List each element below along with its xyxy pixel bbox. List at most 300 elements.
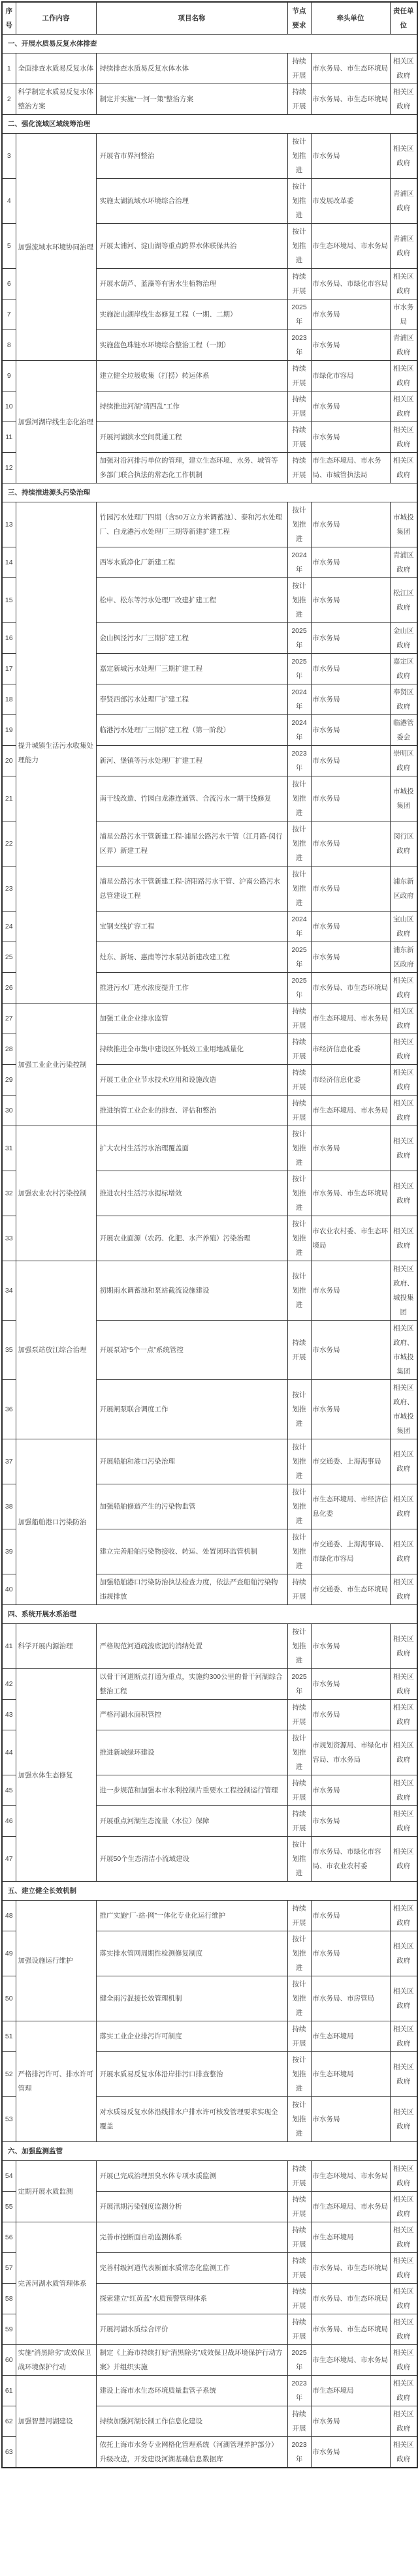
cell-lead-unit: 市生态环境局、市水务局 bbox=[311, 2192, 390, 2222]
cell-work-content: 定期开展水质监测 bbox=[16, 2161, 96, 2222]
cell-lead-unit: 市生态环境局、市水务局 bbox=[311, 2345, 390, 2376]
cell-responsible-unit: 宝山区政府 bbox=[390, 912, 417, 942]
cell-node-requirement: 2025年 bbox=[287, 1669, 311, 1700]
cell-lead-unit: 市水务局 bbox=[311, 821, 390, 866]
cell-seq-number: 59 bbox=[2, 2314, 16, 2345]
cell-responsible-unit: 青浦区政府 bbox=[390, 179, 417, 224]
cell-node-requirement: 2025年 bbox=[287, 2345, 311, 2376]
cell-node-requirement: 2023年 bbox=[287, 746, 311, 776]
cell-lead-unit: 市生态环境局、市水务局、市城管执法局 bbox=[311, 453, 390, 483]
cell-work-content: 加强农业农村污染控制 bbox=[16, 1126, 96, 1261]
cell-lead-unit: 市水务局 bbox=[311, 2097, 390, 2142]
cell-node-requirement: 持续开展 bbox=[287, 54, 311, 84]
cell-node-requirement: 按计划推进 bbox=[287, 821, 311, 866]
cell-project-name: 开展水质易反复水体沿岸排污口排查整治 bbox=[96, 2052, 287, 2097]
cell-lead-unit: 市水务局 bbox=[311, 391, 390, 422]
cell-lead-unit: 市生态环境局、市水务局 bbox=[311, 1096, 390, 1126]
cell-seq-number: 46 bbox=[2, 1806, 16, 1837]
cell-lead-unit: 市水务局 bbox=[311, 1624, 390, 1669]
cell-responsible-unit: 闵行区政府 bbox=[390, 821, 417, 866]
cell-responsible-unit: 相关区政府 bbox=[390, 391, 417, 422]
cell-project-name: 制定《上海市持续打好“消黑除劣”成效保卫战环境保护行动方案》并组织实施 bbox=[96, 2345, 287, 2376]
cell-seq-number: 40 bbox=[2, 1574, 16, 1605]
cell-project-name: 开展50个生态清洁小流域建设 bbox=[96, 1837, 287, 1882]
cell-project-name: 开展河湖水质综合评价 bbox=[96, 2314, 287, 2345]
cell-seq-number: 22 bbox=[2, 821, 16, 866]
table-row bbox=[2, 1624, 417, 1669]
cell-node-requirement: 按计划推进 bbox=[287, 1529, 311, 1574]
cell-seq-number: 43 bbox=[2, 1700, 16, 1730]
cell-node-requirement: 持续开展 bbox=[287, 2314, 311, 2345]
cell-lead-unit: 市生态环境局 bbox=[311, 2376, 390, 2406]
cell-lead-unit: 市生态环境局、市经济信息化委 bbox=[311, 1484, 390, 1529]
cell-node-requirement: 持续开展 bbox=[287, 1321, 311, 1380]
cell-node-requirement: 按计划推进 bbox=[287, 179, 311, 224]
cell-responsible-unit: 相关区政府 bbox=[390, 1624, 417, 1669]
section-title: 一、开展水质易反复水体排查 bbox=[2, 35, 417, 54]
cell-seq-number: 21 bbox=[2, 776, 16, 821]
cell-lead-unit: 市水务局 bbox=[311, 1931, 390, 1976]
cell-lead-unit: 市交通委、市生态环境局 bbox=[311, 1574, 390, 1605]
cell-node-requirement: 持续开展 bbox=[287, 1775, 311, 1806]
cell-project-name: 浦星公路污水干管新建工程-浦星公路污水干管（江月路-闵行区界）新建工程 bbox=[96, 821, 287, 866]
cell-responsible-unit: 相关区政府 bbox=[390, 1216, 417, 1261]
cell-project-name: 进一步规范和加强本市水利控制片重要水工程控制运行管理 bbox=[96, 1775, 287, 1806]
cell-work-content: 加强智慧河湖建设 bbox=[16, 2376, 96, 2468]
cell-project-name: 加强船舶港口污染防治执法检查力度，依法严查船舶污染物违规排放 bbox=[96, 1574, 287, 1605]
cell-lead-unit: 市水务局、市房管局 bbox=[311, 1976, 390, 2021]
cell-node-requirement: 按计划推进 bbox=[287, 866, 311, 912]
header-row bbox=[2, 2, 417, 35]
cell-responsible-unit: 相关区政府 bbox=[390, 1806, 417, 1837]
cell-node-requirement: 持续开展 bbox=[287, 1065, 311, 1096]
cell-project-name: 实施淀山湖岸线生态修复工程（一期、二期） bbox=[96, 299, 287, 330]
cell-lead-unit: 市水务局 bbox=[311, 715, 390, 746]
cell-seq-number: 31 bbox=[2, 1126, 16, 1171]
cell-responsible-unit: 青浦区政府 bbox=[390, 330, 417, 361]
cell-responsible-unit: 崇明区政府 bbox=[390, 746, 417, 776]
table-row bbox=[2, 1004, 417, 1034]
cell-responsible-unit: 相关区政府 bbox=[390, 2097, 417, 2142]
cell-project-name: 宝钢支线扩容工程 bbox=[96, 912, 287, 942]
table-row bbox=[2, 361, 417, 391]
table-row bbox=[2, 1669, 417, 1700]
cell-lead-unit: 市生态环境局、市水务局 bbox=[311, 2161, 390, 2192]
section-title: 三、持续推进源头污染治理 bbox=[2, 483, 417, 502]
cell-project-name: 开展太浦河、淀山湖等重点跨界水体联保共治 bbox=[96, 224, 287, 269]
cell-lead-unit: 市经济信息化委 bbox=[311, 1034, 390, 1065]
cell-project-name: 竹园污水处理厂四期（含50万立方米调蓄池）、泰和污水处理厂、白龙港污水处理厂三期等新建扩建工程 bbox=[96, 502, 287, 547]
section-row bbox=[2, 35, 417, 54]
section-title: 六、加强监测监管 bbox=[2, 2142, 417, 2161]
cell-work-content: 加强船舶港口污染防治 bbox=[16, 1439, 96, 1605]
cell-responsible-unit: 相关区政府 bbox=[390, 1931, 417, 1976]
cell-node-requirement: 2024年 bbox=[287, 547, 311, 578]
cell-project-name: 开展重点河湖生态流量（水位）保障 bbox=[96, 1806, 287, 1837]
cell-seq-number: 47 bbox=[2, 1837, 16, 1882]
cell-node-requirement: 持续开展 bbox=[287, 1806, 311, 1837]
cell-project-name: 健全雨污混接长效管理机制 bbox=[96, 1976, 287, 2021]
cell-project-name: 嘉定新城污水处理厂三期扩建工程 bbox=[96, 654, 287, 684]
cell-responsible-unit: 相关区政府 bbox=[390, 2222, 417, 2253]
cell-seq-number: 27 bbox=[2, 1004, 16, 1034]
cell-responsible-unit: 相关区政府 bbox=[390, 2345, 417, 2376]
cell-lead-unit: 市水务局 bbox=[311, 1669, 390, 1700]
cell-project-name: 制定并实施“一河一策”整治方案 bbox=[96, 84, 287, 115]
cell-lead-unit: 市水务局、市生态环境局 bbox=[311, 54, 390, 84]
cell-seq-number: 62 bbox=[2, 2406, 16, 2437]
cell-project-name: 严格河湖水面积管控 bbox=[96, 1700, 287, 1730]
header-work-content: 工作内容 bbox=[16, 2, 96, 35]
table-body bbox=[2, 35, 417, 2468]
cell-responsible-unit: 市城投集团 bbox=[390, 776, 417, 821]
cell-seq-number: 58 bbox=[2, 2284, 16, 2314]
header-responsible-unit: 责任单位 bbox=[390, 2, 417, 35]
cell-project-name: 开展泵站“5个一点”系统管控 bbox=[96, 1321, 287, 1380]
cell-node-requirement: 持续开展 bbox=[287, 2021, 311, 2052]
cell-seq-number: 35 bbox=[2, 1321, 16, 1380]
cell-project-name: 建设上海市水生态环境质量监管子系统 bbox=[96, 2376, 287, 2406]
table-row bbox=[2, 54, 417, 84]
cell-responsible-unit: 临港管委会 bbox=[390, 715, 417, 746]
cell-work-content: 加强水体生态修复 bbox=[16, 1669, 96, 1882]
cell-work-content: 实施“消黑除劣”成效保卫战环境保护行动 bbox=[16, 2345, 96, 2376]
cell-node-requirement: 按计划推进 bbox=[287, 1624, 311, 1669]
cell-lead-unit: 市水务局 bbox=[311, 299, 390, 330]
section-row bbox=[2, 483, 417, 502]
cell-node-requirement: 持续开展 bbox=[287, 2284, 311, 2314]
cell-project-name: 临港污水处理厂三期扩建工程（第一阶段） bbox=[96, 715, 287, 746]
cell-seq-number: 20 bbox=[2, 746, 16, 776]
cell-node-requirement: 2024年 bbox=[287, 715, 311, 746]
cell-node-requirement: 持续开展 bbox=[287, 2161, 311, 2192]
table-row bbox=[2, 2345, 417, 2376]
cell-seq-number: 29 bbox=[2, 1065, 16, 1096]
cell-seq-number: 36 bbox=[2, 1380, 16, 1439]
cell-seq-number: 44 bbox=[2, 1730, 16, 1775]
cell-lead-unit: 市水务局 bbox=[311, 330, 390, 361]
cell-responsible-unit: 相关区政府 bbox=[390, 1529, 417, 1574]
cell-project-name: 持续加强河湖长制工作信息化建设 bbox=[96, 2406, 287, 2437]
cell-node-requirement: 持续开展 bbox=[287, 1034, 311, 1065]
cell-seq-number: 60 bbox=[2, 2345, 16, 2376]
cell-work-content: 全面排查水质易反复水体 bbox=[16, 54, 96, 84]
cell-lead-unit: 市水务局 bbox=[311, 502, 390, 547]
cell-work-content: 科学开展内源治理 bbox=[16, 1624, 96, 1669]
cell-node-requirement: 持续开展 bbox=[287, 422, 311, 453]
cell-seq-number: 49 bbox=[2, 1931, 16, 1976]
cell-responsible-unit: 相关区政府 bbox=[390, 1976, 417, 2021]
cell-responsible-unit: 相关区政府 bbox=[390, 2284, 417, 2314]
cell-responsible-unit: 相关区政府 bbox=[390, 1034, 417, 1065]
cell-responsible-unit: 浦东新区政府 bbox=[390, 942, 417, 973]
cell-lead-unit: 市水务局 bbox=[311, 1775, 390, 1806]
cell-seq-number: 28 bbox=[2, 1034, 16, 1065]
cell-node-requirement: 持续开展 bbox=[287, 1901, 311, 1931]
cell-lead-unit: 市水务局 bbox=[311, 2437, 390, 2468]
cell-seq-number: 37 bbox=[2, 1439, 16, 1484]
cell-lead-unit: 市生态环境局 bbox=[311, 2222, 390, 2253]
cell-lead-unit: 市水务局、市生态环境局 bbox=[311, 973, 390, 1004]
cell-project-name: 西岑水质净化厂新建工程 bbox=[96, 547, 287, 578]
cell-seq-number: 11 bbox=[2, 422, 16, 453]
cell-project-name: 开展农业面源（农药、化肥、水产养殖）污染治理 bbox=[96, 1216, 287, 1261]
cell-project-name: 金山枫泾污水厂三期扩建工程 bbox=[96, 623, 287, 654]
cell-node-requirement: 按计划推进 bbox=[287, 776, 311, 821]
cell-project-name: 新河、堡镇等污水处理厂扩建工程 bbox=[96, 746, 287, 776]
cell-work-content: 加强设施运行维护 bbox=[16, 1901, 96, 2021]
cell-project-name: 建立健全垃圾收集（打捞）转运体系 bbox=[96, 361, 287, 391]
cell-lead-unit: 市水务局 bbox=[311, 1700, 390, 1730]
cell-node-requirement: 按计划推进 bbox=[287, 224, 311, 269]
cell-project-name: 开展省市界河整治 bbox=[96, 134, 287, 179]
cell-seq-number: 39 bbox=[2, 1529, 16, 1574]
cell-seq-number: 55 bbox=[2, 2192, 16, 2222]
cell-responsible-unit: 嘉定区政府 bbox=[390, 654, 417, 684]
cell-seq-number: 17 bbox=[2, 654, 16, 684]
cell-node-requirement: 持续开展 bbox=[287, 2192, 311, 2222]
cell-lead-unit: 市水务局 bbox=[311, 2406, 390, 2437]
cell-seq-number: 57 bbox=[2, 2253, 16, 2284]
cell-node-requirement: 持续开展 bbox=[287, 2253, 311, 2284]
cell-responsible-unit: 相关区政府、市城投集团 bbox=[390, 1321, 417, 1380]
cell-node-requirement: 持续开展 bbox=[287, 453, 311, 483]
cell-project-name: 持续排查水质易反复水体水体 bbox=[96, 54, 287, 84]
cell-node-requirement: 按计划推进 bbox=[287, 2097, 311, 2142]
header-lead-unit: 牵头单位 bbox=[311, 2, 390, 35]
cell-lead-unit: 市生态环境局 bbox=[311, 2052, 390, 2097]
section-row bbox=[2, 1605, 417, 1624]
section-title: 五、建立健全长效机制 bbox=[2, 1882, 417, 1901]
cell-lead-unit: 市生态环境局、市水务局 bbox=[311, 1004, 390, 1034]
cell-lead-unit: 市水务局 bbox=[311, 623, 390, 654]
cell-node-requirement: 持续开展 bbox=[287, 2222, 311, 2253]
cell-responsible-unit: 相关区政府 bbox=[390, 2161, 417, 2192]
cell-node-requirement: 2025年 bbox=[287, 654, 311, 684]
cell-seq-number: 25 bbox=[2, 942, 16, 973]
cell-node-requirement: 2023年 bbox=[287, 330, 311, 361]
cell-project-name: 落实排水管网周期性检测修复制度 bbox=[96, 1931, 287, 1976]
cell-responsible-unit: 相关区政府 bbox=[390, 1004, 417, 1034]
cell-project-name: 严格规范河道疏浚底泥的消纳处置 bbox=[96, 1624, 287, 1669]
cell-responsible-unit: 相关区政府 bbox=[390, 1171, 417, 1216]
cell-work-content: 加强流域水环境协同治理 bbox=[16, 134, 96, 361]
cell-project-name: 建立完善船舶污染物接收、转运、处置闭环监管机制 bbox=[96, 1529, 287, 1574]
cell-project-name: 开展汛期污染强度监测分析 bbox=[96, 2192, 287, 2222]
cell-responsible-unit: 相关区政府、市城投集团 bbox=[390, 1380, 417, 1439]
cell-lead-unit: 市交通委、上海海事局 bbox=[311, 1439, 390, 1484]
cell-project-name: 探索建立“红黄蓝”水质预警管理体系 bbox=[96, 2284, 287, 2314]
cell-seq-number: 50 bbox=[2, 1976, 16, 2021]
cell-responsible-unit: 相关区政府 bbox=[390, 1700, 417, 1730]
cell-responsible-unit: 金山区政府 bbox=[390, 623, 417, 654]
cell-lead-unit: 市水务局、市绿化市容局 bbox=[311, 269, 390, 299]
cell-node-requirement: 持续开展 bbox=[287, 1700, 311, 1730]
cell-responsible-unit: 相关区政府 bbox=[390, 2376, 417, 2406]
table-row bbox=[2, 2161, 417, 2192]
cell-responsible-unit: 相关区政府 bbox=[390, 2314, 417, 2345]
cell-responsible-unit: 相关区政府 bbox=[390, 2192, 417, 2222]
cell-project-name: 开展工业企业节水技术应用和设施改造 bbox=[96, 1065, 287, 1096]
cell-responsible-unit: 相关区政府 bbox=[390, 1065, 417, 1096]
cell-node-requirement: 按计划推进 bbox=[287, 1976, 311, 2021]
cell-responsible-unit: 相关区政府 bbox=[390, 84, 417, 115]
cell-responsible-unit: 相关区政府 bbox=[390, 973, 417, 1004]
cell-responsible-unit: 相关区政府 bbox=[390, 2253, 417, 2284]
cell-work-content: 科学制定水质易反复水体整治方案 bbox=[16, 84, 96, 115]
cell-lead-unit: 市水务局 bbox=[311, 776, 390, 821]
table-row bbox=[2, 134, 417, 179]
cell-node-requirement: 按计划推进 bbox=[287, 1484, 311, 1529]
cell-project-name: 推进污水厂进水浓度提升工作 bbox=[96, 973, 287, 1004]
cell-project-name: 推进新城绿环建设 bbox=[96, 1730, 287, 1775]
cell-responsible-unit: 相关区政府 bbox=[390, 134, 417, 179]
cell-project-name: 松申、松东等污水处理厂改建扩建工程 bbox=[96, 578, 287, 623]
cell-responsible-unit: 相关区政府 bbox=[390, 422, 417, 453]
cell-lead-unit: 市农业农村委、市生态环境局 bbox=[311, 1216, 390, 1261]
cell-node-requirement: 按计划推进 bbox=[287, 134, 311, 179]
cell-responsible-unit: 相关区政府 bbox=[390, 2021, 417, 2052]
cell-project-name: 开展河湖滨水空间贯通工程 bbox=[96, 422, 287, 453]
cell-work-content: 严格排污许可、排水许可管理 bbox=[16, 2021, 96, 2142]
cell-responsible-unit: 市水务局 bbox=[390, 299, 417, 330]
cell-seq-number: 33 bbox=[2, 1216, 16, 1261]
cell-responsible-unit: 相关区政府 bbox=[390, 1669, 417, 1700]
cell-node-requirement: 持续开展 bbox=[287, 1096, 311, 1126]
cell-project-name: 加强工业企业排水监管 bbox=[96, 1004, 287, 1034]
cell-seq-number: 41 bbox=[2, 1624, 16, 1669]
cell-project-name: 推进农村生活污水提标增效 bbox=[96, 1171, 287, 1216]
cell-seq-number: 3 bbox=[2, 134, 16, 179]
cell-project-name: 开展已完成治理黑臭水体专项水质监测 bbox=[96, 2161, 287, 2192]
cell-responsible-unit: 青浦区政府 bbox=[390, 547, 417, 578]
cell-lead-unit: 市经济信息化委 bbox=[311, 1065, 390, 1096]
cell-responsible-unit: 相关区政府 bbox=[390, 2406, 417, 2437]
section-row bbox=[2, 1882, 417, 1901]
cell-lead-unit: 市水务局、市生态环境局 bbox=[311, 2253, 390, 2284]
cell-project-name: 南干线改造、竹园白龙港连通管、合流污水一期干线修复 bbox=[96, 776, 287, 821]
cell-project-name: 持续推进河湖“清四乱”工作 bbox=[96, 391, 287, 422]
cell-seq-number: 7 bbox=[2, 299, 16, 330]
cell-seq-number: 32 bbox=[2, 1171, 16, 1216]
header-node-requirement: 节点要求 bbox=[287, 2, 311, 35]
cell-responsible-unit: 青浦区政府 bbox=[390, 224, 417, 269]
cell-seq-number: 18 bbox=[2, 684, 16, 715]
cell-lead-unit: 市生态环境局 bbox=[311, 2021, 390, 2052]
cell-project-name: 初期雨水调蓄池和泵站截流设施建设 bbox=[96, 1261, 287, 1321]
cell-node-requirement: 持续开展 bbox=[287, 1004, 311, 1034]
cell-node-requirement: 2023年 bbox=[287, 2376, 311, 2406]
cell-node-requirement: 持续开展 bbox=[287, 2406, 311, 2437]
header-project-name: 项目名称 bbox=[96, 2, 287, 35]
cell-lead-unit: 市绿化市容局 bbox=[311, 361, 390, 391]
cell-lead-unit: 市水务局 bbox=[311, 422, 390, 453]
cell-responsible-unit: 相关区政府 bbox=[390, 2052, 417, 2097]
cell-seq-number: 61 bbox=[2, 2376, 16, 2406]
cell-project-name: 灶东、新场、惠南等污水泵站新建改建工程 bbox=[96, 942, 287, 973]
cell-project-name: 扩大农村生活污水治理覆盖面 bbox=[96, 1126, 287, 1171]
cell-seq-number: 14 bbox=[2, 547, 16, 578]
cell-responsible-unit: 相关区政府 bbox=[390, 269, 417, 299]
cell-lead-unit: 市水务局、市绿化市容局、市农业农村委 bbox=[311, 1837, 390, 1882]
cell-node-requirement: 按计划推进 bbox=[287, 502, 311, 547]
cell-seq-number: 1 bbox=[2, 54, 16, 84]
cell-node-requirement: 持续开展 bbox=[287, 361, 311, 391]
cell-responsible-unit: 相关区政府、城投集团 bbox=[390, 1261, 417, 1321]
cell-seq-number: 2 bbox=[2, 84, 16, 115]
cell-lead-unit: 市水务局 bbox=[311, 654, 390, 684]
cell-work-content: 加强工业企业污染控制 bbox=[16, 1004, 96, 1126]
cell-responsible-unit: 相关区政府 bbox=[390, 1439, 417, 1484]
cell-project-name: 持续推进全市集中建设区外低效工业用地减量化 bbox=[96, 1034, 287, 1065]
cell-responsible-unit: 相关区政府 bbox=[390, 1837, 417, 1882]
cell-node-requirement: 按计划推进 bbox=[287, 2052, 311, 2097]
table-row bbox=[2, 2222, 417, 2253]
cell-project-name: 以骨干河道断点打通为重点，实施约300公里的骨干河湖综合整治工程 bbox=[96, 1669, 287, 1700]
cell-seq-number: 38 bbox=[2, 1484, 16, 1529]
cell-lead-unit: 市水务局 bbox=[311, 1126, 390, 1171]
cell-responsible-unit: 相关区政府 bbox=[390, 54, 417, 84]
cell-node-requirement: 按计划推进 bbox=[287, 1171, 311, 1216]
cell-seq-number: 54 bbox=[2, 2161, 16, 2192]
cell-project-name: 浦星公路污水干管新建工程-济阳路污水干管、沪南公路污水总管建设工程 bbox=[96, 866, 287, 912]
cell-lead-unit: 市水务局 bbox=[311, 134, 390, 179]
cell-node-requirement: 按计划推进 bbox=[287, 1216, 311, 1261]
cell-responsible-unit: 相关区政府 bbox=[390, 1574, 417, 1605]
section-title: 二、强化流域区域统筹治理 bbox=[2, 115, 417, 134]
cell-lead-unit: 市水务局 bbox=[311, 1901, 390, 1931]
cell-seq-number: 16 bbox=[2, 623, 16, 654]
cell-responsible-unit: 相关区政府 bbox=[390, 1096, 417, 1126]
cell-work-content: 加强河湖岸线生态化治理 bbox=[16, 361, 96, 483]
cell-responsible-unit: 相关区政府 bbox=[390, 361, 417, 391]
cell-lead-unit: 市水务局 bbox=[311, 866, 390, 912]
cell-responsible-unit: 相关区政府 bbox=[390, 2437, 417, 2468]
cell-node-requirement: 2025年 bbox=[287, 942, 311, 973]
cell-lead-unit: 市水务局 bbox=[311, 1806, 390, 1837]
cell-seq-number: 42 bbox=[2, 1669, 16, 1700]
cell-project-name: 对水质易反复水体沿线排水户排水许可核发管理要求实现全覆盖 bbox=[96, 2097, 287, 2142]
cell-seq-number: 8 bbox=[2, 330, 16, 361]
cell-lead-unit: 市交通委、上海海事局、市绿化市容局 bbox=[311, 1529, 390, 1574]
cell-project-name: 推广实施“厂-站-网”一体化专业化运行维护 bbox=[96, 1901, 287, 1931]
cell-responsible-unit: 市城投集团 bbox=[390, 502, 417, 547]
cell-seq-number: 13 bbox=[2, 502, 16, 547]
cell-project-name: 开展闸泵联合调度工作 bbox=[96, 1380, 287, 1439]
cell-lead-unit: 市水务局 bbox=[311, 912, 390, 942]
cell-seq-number: 63 bbox=[2, 2437, 16, 2468]
table-row bbox=[2, 2376, 417, 2406]
cell-node-requirement: 按计划推进 bbox=[287, 578, 311, 623]
cell-seq-number: 45 bbox=[2, 1775, 16, 1806]
cell-node-requirement: 持续开展 bbox=[287, 84, 311, 115]
cell-node-requirement: 持续开展 bbox=[287, 1574, 311, 1605]
table-row bbox=[2, 2021, 417, 2052]
cell-lead-unit: 市水务局、市生态环境局 bbox=[311, 1171, 390, 1216]
cell-seq-number: 52 bbox=[2, 2052, 16, 2097]
table-row bbox=[2, 502, 417, 547]
cell-work-content: 提升城镇生活污水收集处理能力 bbox=[16, 502, 96, 1004]
cell-seq-number: 34 bbox=[2, 1261, 16, 1321]
cell-lead-unit: 市水务局、市生态环境局 bbox=[311, 2284, 390, 2314]
cell-seq-number: 24 bbox=[2, 912, 16, 942]
cell-seq-number: 53 bbox=[2, 2097, 16, 2142]
cell-project-name: 开展船舶和港口污染治理 bbox=[96, 1439, 287, 1484]
cell-lead-unit: 市水务局 bbox=[311, 1261, 390, 1321]
cell-project-name: 完善市控断面自动监测体系 bbox=[96, 2222, 287, 2253]
cell-seq-number: 48 bbox=[2, 1901, 16, 1931]
cell-node-requirement: 2024年 bbox=[287, 912, 311, 942]
